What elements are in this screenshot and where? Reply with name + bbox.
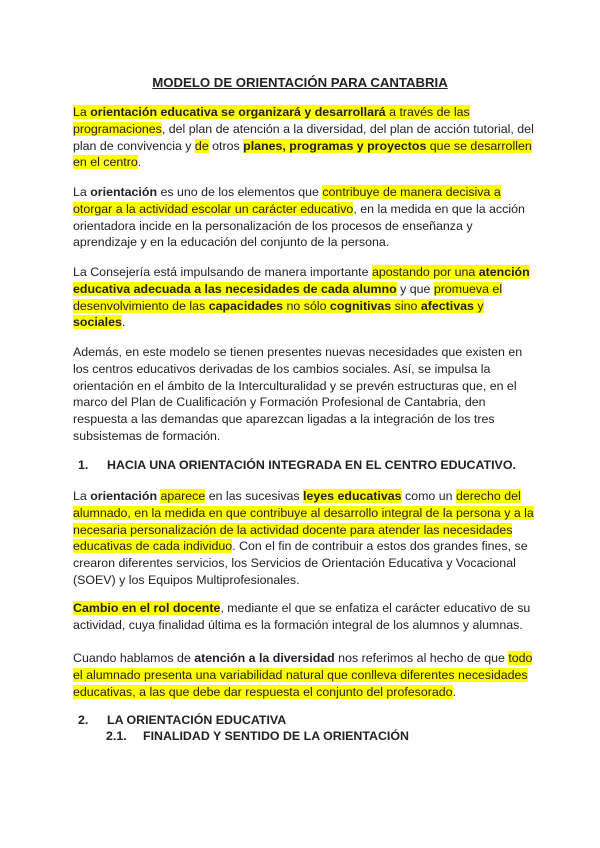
text-line [73,154,534,171]
text-line [73,572,534,589]
text-line [73,538,534,555]
highlighted-text: y [473,298,484,313]
text-segment: los centros educativos derivadas de los cambios sociales. Así, se impulsa la [73,361,491,376]
text-segment: actividad, cuya finalidad última es la formación integral de los alumnos y alumnas. [73,617,523,632]
text-line [73,505,534,522]
text-line [73,428,522,445]
text-segment: . Con el fin de contribuir a estos dos grandes fines, se [232,539,528,554]
text-segment: , en la medida en que la acción [353,201,525,216]
text-line [73,234,525,251]
text-line [73,298,530,315]
highlighted-text: programaciones [73,121,162,136]
highlighted-text: otorgar a la actividad escolar un carácter educativo [73,201,354,216]
paragraph-orientacion [73,184,525,251]
paragraph-intro [73,104,534,171]
text-line [73,555,534,572]
highlighted-text: a través de las [385,105,470,119]
highlighted-text: necesaria personalización de la actividad docente para atender las necesidades [73,522,513,537]
text-line [73,218,525,235]
highlighted-text: desenvolvimiento de las [73,298,209,313]
text-segment: crearon diferentes servicios, los Servicios de Orientación Educativa y Vocacional [73,556,516,571]
text-line [73,411,522,428]
text-segment: orientadora incide en la personalización de los procesos de enseñanza y [73,218,473,233]
text-line [73,488,534,505]
text-line [73,650,532,667]
text-segment: en las sucesivas [205,489,304,503]
heading-number: 2. [78,713,89,727]
highlighted-text: sino [391,298,421,313]
text-segment: y que [396,281,434,296]
text-line [73,121,534,138]
text-line [73,617,530,634]
highlighted-text: aparece [160,489,206,503]
highlighted-text: de [194,138,209,153]
heading-2-1 [106,729,409,743]
text-segment: orientación en el ámbito de la Interculturalidad y se prevén estructuras que, en el [73,378,517,393]
heading-1 [78,458,516,472]
highlighted-text: no sólo [283,298,330,313]
text-line [73,600,530,617]
text-line [73,264,530,281]
text-segment: La [73,185,91,199]
text-segment: respuesta a las demandas que aparezcan ligadas a la integración de los tres [73,412,495,427]
text-segment: subsistemas de formación. [73,428,221,443]
paragraph-diversidad [73,650,532,700]
highlighted-text: La [73,105,91,119]
text-line [73,522,534,539]
highlighted-text: planes, programas y proyectos [243,138,427,153]
text-line [73,394,522,411]
highlighted-text: educativas de cada individuo [73,539,233,554]
text-line [73,314,530,331]
highlighted-text: en el centro [73,155,138,170]
highlighted-text: apostando por una [371,265,479,279]
text-segment: , del plan de atención a la diversidad, del plan de acción tutorial, del [161,121,534,136]
text-segment: . [121,315,126,330]
text-line [73,344,522,361]
paragraph-consejeria [73,264,530,331]
text-segment: como un [401,489,456,503]
text-segment: es uno de los elementos que [157,185,323,199]
heading-text: LA ORIENTACIÓN EDUCATIVA [107,713,287,727]
text-line [73,361,522,378]
text-line [73,184,525,201]
text-segment: (SOEV) y los Equipos Multiprofesionales. [73,572,300,587]
text-segment: . [452,684,457,699]
document-title: MODELO DE ORIENTACIÓN PARA CANTABRIA [152,75,448,90]
text-line [73,667,532,684]
highlighted-text: derecho del [455,489,521,503]
text-segment: La [73,489,91,503]
text-segment: aprendizaje y en la educación del conjunto de la persona. [73,235,390,250]
paragraph-ademas [73,344,522,445]
highlighted-text: capacidades [208,298,284,313]
heading-number: 1. [78,458,89,472]
heading-text: FINALIDAD Y SENTIDO DE LA ORIENTACIÓN [143,729,409,743]
highlighted-text: el alumnado presenta una variabilidad natural que conlleva diferentes necesidades [73,667,528,682]
text-line [73,684,532,701]
text-segment: marco del Plan de Cualificación y Formación Profesional de Cantabria, den [73,395,486,410]
text-segment: . [137,155,142,170]
highlighted-text: educativa adecuada a las necesidades de cada alumno [73,281,397,296]
text-segment: Cuando hablamos de [73,651,195,665]
highlighted-text: orientación educativa se organizará y desarrollará [90,105,386,119]
highlighted-text: alumnado, en la medida en que contribuye al desarrollo integral de la persona y a la [73,505,534,520]
highlighted-text: Cambio en el rol docente [73,601,221,615]
text-segment: La Consejería está impulsando de manera importante [73,265,372,279]
highlighted-text: leyes educativas [303,489,402,503]
highlighted-text: afectivas [420,298,474,313]
highlighted-text: contribuye de manera decisiva a [322,185,501,199]
text-segment: , mediante el que se enfatiza el carácter educativo de su [220,601,531,615]
text-segment: Además, en este modelo se tienen presentes nuevas necesidades que existen en [73,345,523,359]
heading-text: HACIA UNA ORIENTACIÓN INTEGRADA EN EL CENTRO EDUCATIVO. [107,458,516,472]
bold-text: orientación [90,489,158,503]
highlighted-text: todo [508,651,533,665]
text-line [73,201,525,218]
heading-number: 2.1. [106,729,127,743]
paragraph-rol-docente [73,600,530,634]
text-line [73,281,530,298]
text-segment: nos referimos al hecho de que [334,651,509,665]
text-line [73,138,534,155]
highlighted-text: que se desarrollen [426,138,532,153]
text-line [73,378,522,395]
text-line [73,104,534,121]
heading-2 [78,713,286,727]
highlighted-text: sociales [73,315,122,330]
text-segment: plan de convivencia y [73,138,195,153]
highlighted-text: cognitivas [329,298,392,313]
text-segment: otros [208,138,244,153]
bold-text: atención a la diversidad [194,651,335,665]
highlighted-text: promueva el [433,281,503,296]
bold-text: orientación [90,185,158,199]
highlighted-text: educativas, a las que debe dar respuesta el conjunto del profesorado [73,684,453,699]
highlighted-text: atención [478,265,530,279]
paragraph-leyes [73,488,534,589]
